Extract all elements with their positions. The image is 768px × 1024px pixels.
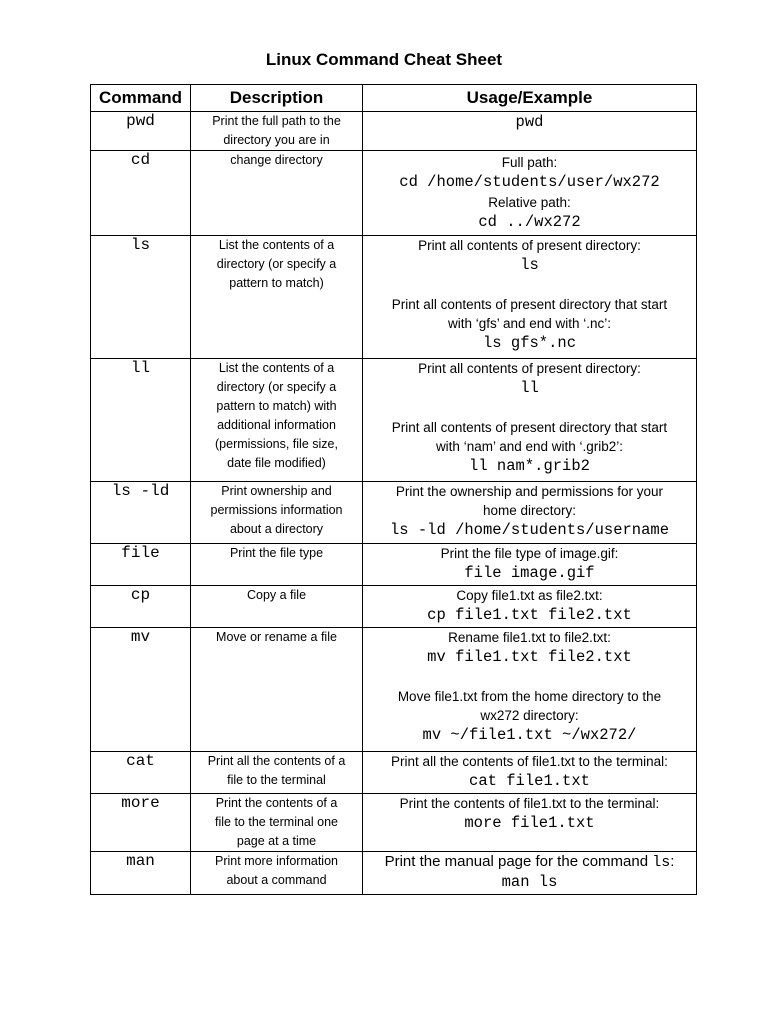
table-header-row [91, 85, 697, 112]
description-line: pattern to match) [229, 276, 324, 290]
usage-cell [363, 359, 697, 482]
description-cell [191, 544, 363, 586]
usage-text: Print all the contents of file1.txt to the terminal: [391, 754, 668, 769]
usage-text: wx272 directory: [480, 708, 579, 723]
usage-cell [363, 586, 697, 628]
page-title: Linux Command Cheat Sheet [265, 50, 503, 69]
usage-code: man ls [501, 873, 558, 891]
usage-cell [363, 628, 697, 752]
description-cell [191, 586, 363, 628]
usage-code: ls -ld /home/students/username [389, 521, 670, 539]
description-line: additional information [217, 418, 336, 432]
description-line: Print the full path to the [212, 114, 341, 128]
command-cell: more [91, 794, 191, 852]
usage-inline-code: ls [652, 854, 671, 871]
table-row-cp [91, 586, 697, 628]
usage-text: Print all contents of present directory: [418, 238, 641, 253]
description-line: Print the file type [229, 546, 324, 560]
usage-text: Copy file1.txt as file2.txt: [456, 588, 603, 603]
description-line: pattern to match) with [216, 399, 337, 413]
usage-text: Print the ownership and permissions for your [395, 484, 664, 499]
description-cell [191, 236, 363, 359]
usage-code: mv ~/file1.txt ~/wx272/ [422, 726, 637, 744]
command-cell: file [91, 544, 191, 586]
usage-cell [363, 482, 697, 544]
usage-code: more file1.txt [464, 814, 595, 832]
description-line: Print ownership and [221, 484, 332, 498]
cheat-sheet-table [90, 84, 697, 895]
usage-code: cat file1.txt [469, 772, 590, 790]
description-line: Print all the contents of a [207, 754, 346, 768]
description-cell [191, 482, 363, 544]
description-line: file to the terminal one [215, 815, 338, 829]
command-cell: ls [91, 236, 191, 359]
usage-code: file image.gif [464, 564, 595, 582]
usage-text: Print the file type of image.gif: [440, 546, 619, 561]
description-cell [191, 628, 363, 752]
description-cell [191, 794, 363, 852]
usage-code: cd ../wx272 [478, 213, 581, 231]
description-cell [191, 359, 363, 482]
command-cell: cd [91, 151, 191, 236]
description-line: List the contents of a [218, 361, 335, 375]
description-cell [191, 112, 363, 151]
description-cell [191, 852, 363, 895]
description-line: change directory [230, 153, 323, 167]
description-line: date file modified) [227, 456, 326, 470]
usage-cell [363, 236, 697, 359]
usage-code: pwd [515, 113, 544, 131]
usage-text-part: Print the manual page for the command [384, 853, 653, 870]
description-line: permissions information [210, 503, 343, 517]
usage-text: Move file1.txt from the home directory to the [397, 689, 662, 704]
description-line: directory you are in [223, 133, 330, 147]
table-row-cd [91, 151, 697, 236]
header-description: Description [191, 85, 363, 112]
usage-text: Print all contents of present directory that start [391, 297, 668, 312]
usage-text: Print all contents of present directory: [418, 361, 641, 376]
header-command: Command [91, 85, 191, 112]
command-cell: ls -ld [91, 482, 191, 544]
description-cell [191, 752, 363, 794]
table-row-pwd [91, 112, 697, 151]
usage-text [367, 852, 692, 872]
usage-code: ll nam*.grib2 [469, 457, 590, 475]
usage-text: Rename file1.txt to file2.txt: [448, 630, 611, 645]
command-cell: cat [91, 752, 191, 794]
command-cell: man [91, 852, 191, 895]
usage-text: with ‘gfs’ and end with ‘.nc’: [447, 316, 612, 331]
table-row-mv [91, 628, 697, 752]
usage-cell [363, 112, 697, 151]
usage-code: mv file1.txt file2.txt [427, 648, 632, 666]
command-cell: pwd [91, 112, 191, 151]
table-row-ll [91, 359, 697, 482]
description-line: List the contents of a [218, 238, 335, 252]
command-cell: ll [91, 359, 191, 482]
description-line: Copy a file [246, 588, 307, 602]
table-row-man [91, 852, 697, 895]
header-usage: Usage/Example [363, 85, 697, 112]
usage-cell [363, 151, 697, 236]
usage-code: cp file1.txt file2.txt [427, 606, 632, 624]
description-line: Print more information [215, 854, 338, 868]
usage-text: Relative path: [488, 195, 571, 210]
command-cell: cp [91, 586, 191, 628]
usage-text: Print all contents of present directory that start [391, 420, 668, 435]
table-row-more [91, 794, 697, 852]
usage-code: ll [520, 379, 539, 397]
usage-text-part: : [670, 853, 675, 870]
table-row-ls-ld [91, 482, 697, 544]
description-cell [191, 151, 363, 236]
usage-cell [363, 794, 697, 852]
description-line: directory (or specify a [216, 257, 337, 271]
usage-text: with ‘nam’ and end with ‘.grib2’: [435, 439, 624, 454]
description-line: directory (or specify a [216, 380, 337, 394]
description-line: file to the terminal [227, 773, 326, 787]
description-line: about a directory [229, 522, 324, 536]
description-line: Move or rename a file [216, 630, 337, 644]
description-line: Print the contents of a [215, 796, 338, 810]
table-row-cat [91, 752, 697, 794]
command-cell: mv [91, 628, 191, 752]
description-line: about a command [226, 873, 327, 887]
table-row-ls [91, 236, 697, 359]
usage-text: home directory: [482, 503, 577, 518]
usage-text: Print the contents of file1.txt to the terminal: [399, 796, 660, 811]
usage-code: cd /home/students/user/wx272 [399, 173, 660, 191]
description-line: (permissions, file size, [215, 437, 338, 451]
description-line: page at a time [236, 834, 317, 848]
table-row-file [91, 544, 697, 586]
usage-cell [363, 544, 697, 586]
usage-cell [363, 752, 697, 794]
usage-code: ls gfs*.nc [482, 334, 576, 352]
usage-cell [363, 852, 697, 895]
usage-text: Full path: [501, 155, 558, 170]
usage-code: ls [520, 256, 539, 274]
